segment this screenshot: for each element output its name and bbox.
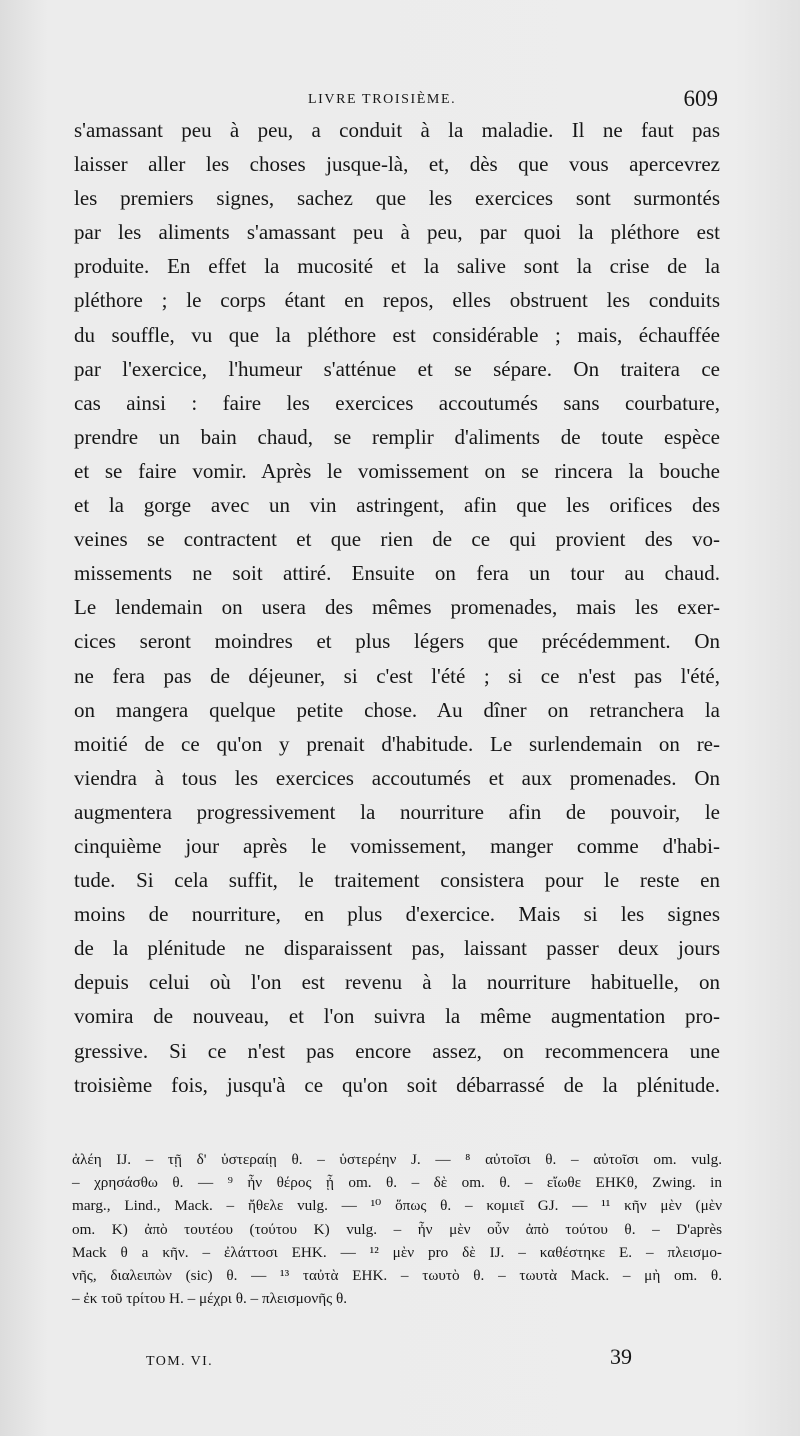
text-line: par l'exercice, l'humeur s'atténue et se sépare. On traitera ce	[74, 356, 720, 381]
text-line: Le lendemain on usera des mêmes promenades, mais les exer-	[74, 595, 720, 620]
text-line: on mangera quelque petite chose. Au dîner on retranchera la	[74, 697, 720, 722]
text-line: les premiers signes, sachez que les exercices sont surmontés	[74, 186, 720, 211]
text-line: produite. En effet la mucosité et la salive sont la crise de la	[74, 254, 720, 279]
text-line: pléthore ; le corps étant en repos, elles obstruent les conduits	[74, 288, 720, 313]
text-line: cinquième jour après le vomissement, manger comme d'habi-	[74, 833, 720, 858]
text-line: moitié de ce qu'on y prenait d'habitude. Le surlendemain on re-	[74, 731, 720, 756]
text-line: depuis celui où l'on est revenu à la nourriture habituelle, on	[74, 970, 720, 995]
body-text	[74, 113, 720, 1102]
text-line: de la plénitude ne disparaissent pas, laissant passer deux jours	[74, 936, 720, 961]
text-line: par les aliments s'amassant peu à peu, par quoi la pléthore est	[74, 220, 720, 245]
text-line: ne fera pas de déjeuner, si c'est l'été ; si ce n'est pas l'été,	[74, 663, 720, 688]
text-line: gressive. Si ce n'est pas encore assez, on recommencera une	[74, 1038, 720, 1063]
text-line: du souffle, vu que la pléthore est considérable ; mais, échauffée	[74, 322, 720, 347]
footnote-line: Mack θ a κῆν. – ἐλάττοσι EHK. — ¹² μὲν pro δὲ IJ. – καθέστηκε E. – πλεισμο-	[72, 1243, 722, 1261]
text-line: cas ainsi : faire les exercices accoutumés sans courbature,	[74, 390, 720, 415]
text-line: prendre un bain chaud, se remplir d'aliments de toute espèce	[74, 424, 720, 449]
text-line: augmentera progressivement la nourriture afin de pouvoir, le	[74, 799, 720, 824]
text-line: moins de nourriture, en plus d'exercice. Mais si les signes	[74, 902, 720, 927]
footnote-line: – χρησάσθω θ. — ⁹ ἦν θέρος ᾖ om. θ. – δὲ om. θ. – εἴωθε EHKθ, Zwing. in	[72, 1174, 722, 1192]
page-number: 609	[683, 86, 718, 111]
text-line: missements ne soit attiré. Ensuite on fera un tour au chaud.	[74, 561, 720, 586]
footnote-line: om. K) ἀπὸ τουτέου (τούτου K) vulg. – ἦν μὲν οὖν ἀπὸ τούτου θ. – D'après	[72, 1220, 722, 1238]
text-line: laisser aller les choses jusque-là, et, dès que vous apercevrez	[74, 152, 720, 177]
footnote-line: ἀλέη IJ. – τῇ δ' ὑστεραίῃ θ. – ὑστερέην J. — ⁸ αὐτοῖσι θ. – αὐτοῖσι om. vulg.	[72, 1151, 722, 1168]
text-line: viendra à tous les exercices accoutumés et aux promenades. On	[74, 765, 720, 790]
text-line: troisième fois, jusqu'à ce qu'on soit débarrassé de la plénitude.	[74, 1072, 720, 1097]
text-line: cices seront moindres et plus légers que précédemment. On	[74, 629, 720, 654]
text-line: et se faire vomir. Après le vomissement on se rincera la bouche	[74, 458, 720, 483]
footnote-line: νῆς, διαλειπὼν (sic) θ. — ¹³ ταὐτὰ EHK. – τωυτὸ θ. – τωυτὰ Mack. – μὴ om. θ.	[72, 1266, 722, 1284]
footnote-line: – ἐκ τοῦ τρίτου H. – μέχρι θ. – πλεισμονῆς θ.	[72, 1290, 348, 1308]
signature-mark: TOM. VI.	[146, 1354, 214, 1369]
signature-number: 39	[610, 1344, 632, 1369]
text-line: et la gorge avec un vin astringent, afin que les orifices des	[74, 493, 720, 518]
running-head	[72, 86, 722, 116]
text-line: veines se contractent et que rien de ce qui provient des vo-	[74, 527, 720, 552]
running-title: LIVRE TROISIÈME.	[308, 92, 457, 107]
footnote-line: marg., Lind., Mack. – ἤθελε vulg. — ¹⁰ ὅπως θ. – κομιεῖ GJ. — ¹¹ κῆν μὲν (μὲν	[72, 1197, 722, 1215]
text-line: vomira de nouveau, et l'on suivra la même augmentation pro-	[74, 1004, 720, 1029]
text-line: s'amassant peu à peu, a conduit à la maladie. Il ne faut pas	[74, 118, 720, 142]
text-line: tude. Si cela suffit, le traitement consistera pour le reste en	[74, 868, 720, 893]
footnotes	[72, 1148, 722, 1310]
